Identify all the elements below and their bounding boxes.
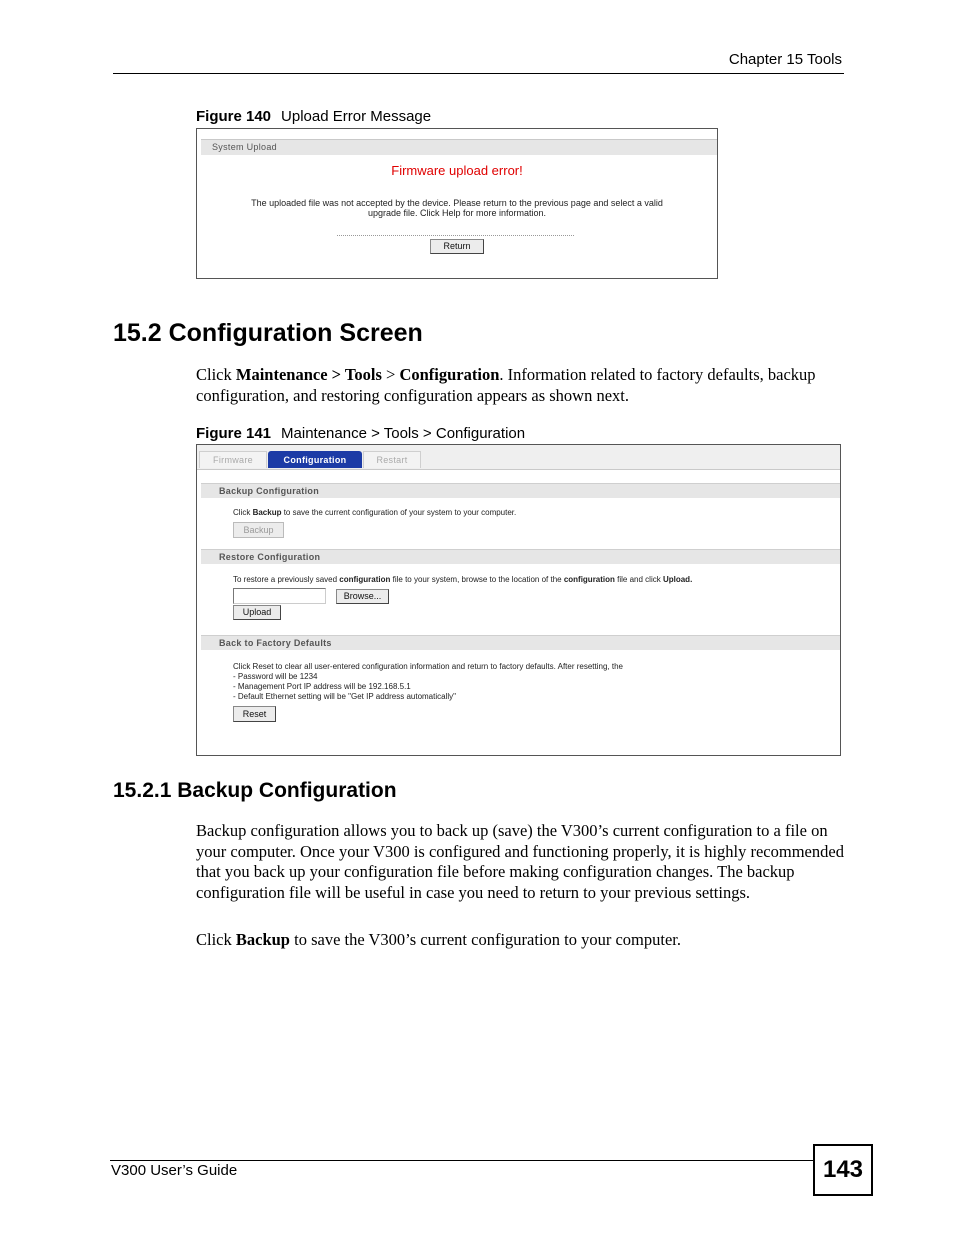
error-title: Firmware upload error! bbox=[391, 163, 523, 178]
factory-line-4: - Default Ethernet setting will be "Get IP address automatically" bbox=[233, 692, 456, 701]
figure-140-title: Upload Error Message bbox=[281, 108, 432, 125]
backup-paragraph: Backup configuration allows you to back up (save) the V300’s current configuration to a file on your computer. Once your V300 is configured and functioning properly, it is highly recommended that you back up your configuration file before making configuration changes. The backup configuration file will be useful in case you need to return to your previous settings. bbox=[196, 821, 844, 902]
running-header: Chapter 15 Tools bbox=[728, 51, 842, 68]
tab-configuration[interactable]: Configuration bbox=[268, 451, 362, 468]
factory-line-3: - Management Port IP address will be 192.168.5.1 bbox=[233, 682, 411, 691]
browse-button[interactable]: Browse... bbox=[336, 589, 389, 604]
restore-text-bold-3: Upload. bbox=[662, 575, 693, 584]
figure-141-title: Maintenance > Tools > Configuration bbox=[281, 425, 526, 442]
click-post: to save the V300’s current configuration to your computer. bbox=[289, 930, 682, 949]
restore-configuration-bar: Restore Configuration bbox=[201, 549, 840, 564]
dotted-divider bbox=[337, 235, 574, 236]
restore-text-pre: To restore a previously saved bbox=[233, 575, 340, 584]
figure-140-label: Figure 140 bbox=[196, 108, 272, 125]
restore-text-bold-2: configuration bbox=[563, 575, 615, 584]
factory-line-1: Click Reset to clear all user-entered configuration information and return to factory defaults. After resetting, the bbox=[233, 662, 623, 671]
click-bold-backup: Backup bbox=[235, 930, 290, 949]
backup-button[interactable]: Backup bbox=[233, 522, 284, 538]
header-rule bbox=[113, 73, 844, 74]
upload-button[interactable]: Upload bbox=[233, 605, 281, 620]
error-message bbox=[197, 198, 717, 218]
restore-text-mid-1: file to your system, browse to the location of the bbox=[390, 575, 564, 584]
backup-text-post: to save the current configuration of your system to your computer. bbox=[281, 508, 517, 517]
intro-rest: . Information related to factory defaults, backup configuration, and restoring configuration appears as shown next. bbox=[196, 365, 816, 405]
section-heading: 15.2 Configuration Screen bbox=[113, 319, 423, 347]
tab-restart[interactable]: Restart bbox=[363, 451, 421, 468]
backup-instruction bbox=[233, 508, 516, 518]
configuration-screenshot bbox=[196, 444, 841, 756]
backup-click-paragraph bbox=[196, 930, 844, 951]
intro-path-maintenance-tools: Maintenance > Tools bbox=[235, 365, 382, 384]
section-intro bbox=[196, 365, 844, 406]
factory-defaults-text bbox=[233, 662, 623, 702]
footer-rule bbox=[110, 1160, 813, 1161]
restore-instruction bbox=[233, 575, 692, 585]
intro-path-configuration: Configuration bbox=[399, 365, 500, 384]
system-upload-bar: System Upload bbox=[201, 139, 717, 155]
restore-text-bold-1: configuration bbox=[339, 575, 391, 584]
subsection-heading: 15.2.1 Backup Configuration bbox=[113, 779, 397, 802]
error-message-line-2: upgrade file. Click Help for more information. bbox=[367, 208, 547, 218]
reset-button[interactable]: Reset bbox=[233, 706, 276, 722]
backup-text-pre: Click bbox=[233, 508, 253, 517]
factory-defaults-bar: Back to Factory Defaults bbox=[201, 635, 840, 650]
backup-text-bold: Backup bbox=[252, 508, 282, 517]
backup-configuration-bar: Backup Configuration bbox=[201, 483, 840, 498]
figure-141-caption bbox=[196, 425, 525, 442]
restore-file-input[interactable] bbox=[233, 588, 326, 604]
intro-text: Click bbox=[196, 365, 236, 384]
footer-guide-title: V300 User’s Guide bbox=[111, 1162, 238, 1179]
restore-text-mid-2: file and click bbox=[614, 575, 663, 584]
figure-140-caption bbox=[196, 108, 431, 125]
upload-error-screenshot bbox=[196, 128, 718, 279]
figure-141-label: Figure 141 bbox=[196, 425, 272, 442]
page-number: 143 bbox=[813, 1144, 873, 1196]
error-message-line-1: The uploaded file was not accepted by the device. Please return to the previous page and select a valid bbox=[251, 198, 663, 208]
return-button[interactable]: Return bbox=[430, 239, 484, 254]
click-pre: Click bbox=[196, 930, 236, 949]
intro-separator: > bbox=[381, 365, 400, 384]
tab-firmware[interactable]: Firmware bbox=[199, 451, 267, 468]
factory-line-2: - Password will be 1234 bbox=[233, 672, 318, 681]
tab-strip bbox=[197, 445, 840, 470]
